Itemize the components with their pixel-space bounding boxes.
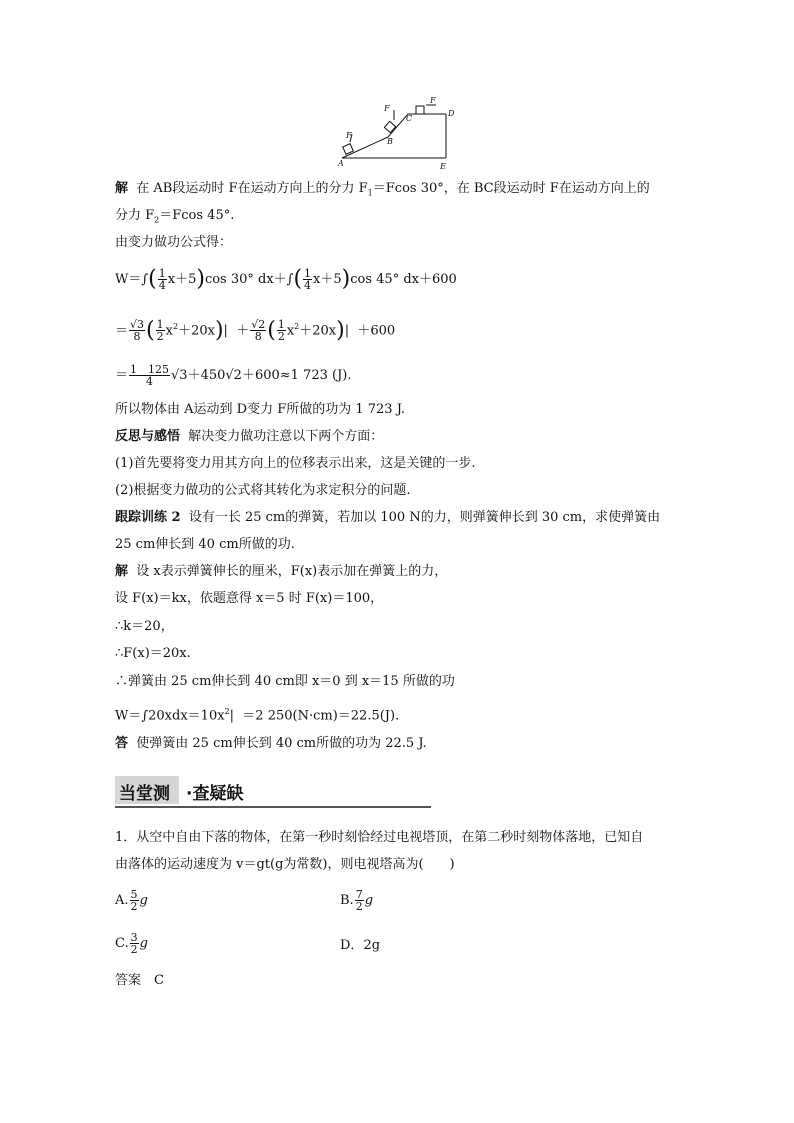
option-c[interactable]: C. $\frac{3}{2}$ g [115,931,148,956]
line-12: 25 cm伸长到 40 cm所做的功. [115,537,295,552]
line-6: ＝ $\frac{1 125}{4}$ √3＋450√2＋600≈1 723 (J). [115,363,352,388]
incline-figure [336,96,462,172]
label-b: B [387,137,393,146]
line-11: 跟踪训练 2 设有一长 25 cm的弹簧，若加以 100 N的力，则弹簧伸长到 30 cm，求使弹簧由 [115,510,661,525]
line-2: 分力 $F_2=Fcos$ 45°. [115,208,235,225]
line-15: ∴k＝20， [115,619,174,634]
line-8: 反思与感悟 解决变力做功注意以下两个方面： [115,429,384,444]
block-a [343,144,354,155]
section-rule [115,806,431,808]
label-e: E [440,162,446,171]
line-10: (2)根据变力做功的公式将其转化为求定积分的问题. [115,483,411,498]
fraction-quarter-2: $\frac{1}{4}$ [304,267,312,292]
block-b [384,121,395,132]
line-1: 解 在 AB段运动时 F在运动方向上的分力 $F_1=Fcos$ 30°，在 BC段运动时 F在运动方向上的 [115,181,650,198]
section-header [115,776,431,808]
label-d: D [448,109,455,118]
label-a: A [338,159,344,168]
fraction-1-125-4: $\frac{1 125}{4}$ [130,363,170,388]
line-18: $W=\int 20xdx=10x^2| =2$ 250(N·cm)＝22.5(J). [115,707,400,724]
label-f1: F [346,131,352,140]
label-f3: F [430,96,436,105]
line-4-integral: W＝∫( $\frac{1}{4}$ x＋5)cos 30° dx＋∫( $\frac{1}{4}$ x＋5)cos 45° dx＋600 [115,266,457,292]
line-9: (1)首先要将变力用其方向上的位移表示出来，这是关键的一步. [115,456,476,471]
option-b[interactable]: B. $\frac{7}{2}$ g [340,888,374,913]
option-a[interactable]: A. $\frac{5}{2}$ g [115,888,148,913]
fraction-half-2: $\frac{1}{2}$ [277,318,285,344]
line-13: 解 设 x表示弹簧伸长的厘米，F(x)表示加在弹簧上的力， [115,564,448,579]
slope-ab [342,137,388,158]
fraction-quarter-1: $\frac{1}{4}$ [158,267,166,292]
section-title: 当堂测 [119,784,170,804]
line-3: 由变力做功公式得： [115,235,233,250]
fraction-sqrt3-8: $\frac{√3}{8}$ [130,318,145,344]
label-f2: F [384,104,390,113]
section-subtitle: ·查疑缺 [186,784,244,804]
line-7: 所以物体由 A运动到 D变力 F所做的功为 1 723 J. [115,402,406,417]
label-c: C [406,114,413,123]
line-14: 设 F(x)＝kx，依题意得 x＝5 时 F(x)＝100， [115,591,384,606]
line-5: ＝ $\frac{√3}{8}$ ( $\frac{1}{2}$ $x^2+20x)|$ ＋ $\frac{√2}{8}$ ( $\frac{1}{2}$ $x^2+20x)| +600$ [115,317,396,344]
line-17: ∴弹簧由 25 cm伸长到 40 cm即 x＝0 到 x＝15 所做的功 [115,674,455,689]
line-19: 答 使弹簧由 25 cm伸长到 40 cm所做的功为 22.5 J. [115,736,427,751]
option-d[interactable]: D．2g [340,938,381,953]
block-c [416,106,424,114]
line-16: ∴F(x)＝20x. [115,646,191,661]
slope-bc [388,114,408,137]
fraction-half-1: $\frac{1}{2}$ [156,318,164,344]
answer: 答案 C [115,973,164,988]
question-1-line-1: 1．从空中自由下落的物体，在第一秒时刻恰经过电视塔顶，在第二秒时刻物体落地，已知自 [115,830,644,845]
question-1-line-2: 由落体的运动速度为 v＝gt(g为常数)，则电视塔高为( ) [115,857,455,872]
fraction-sqrt2-8: $\frac{√2}{8}$ [251,318,266,344]
